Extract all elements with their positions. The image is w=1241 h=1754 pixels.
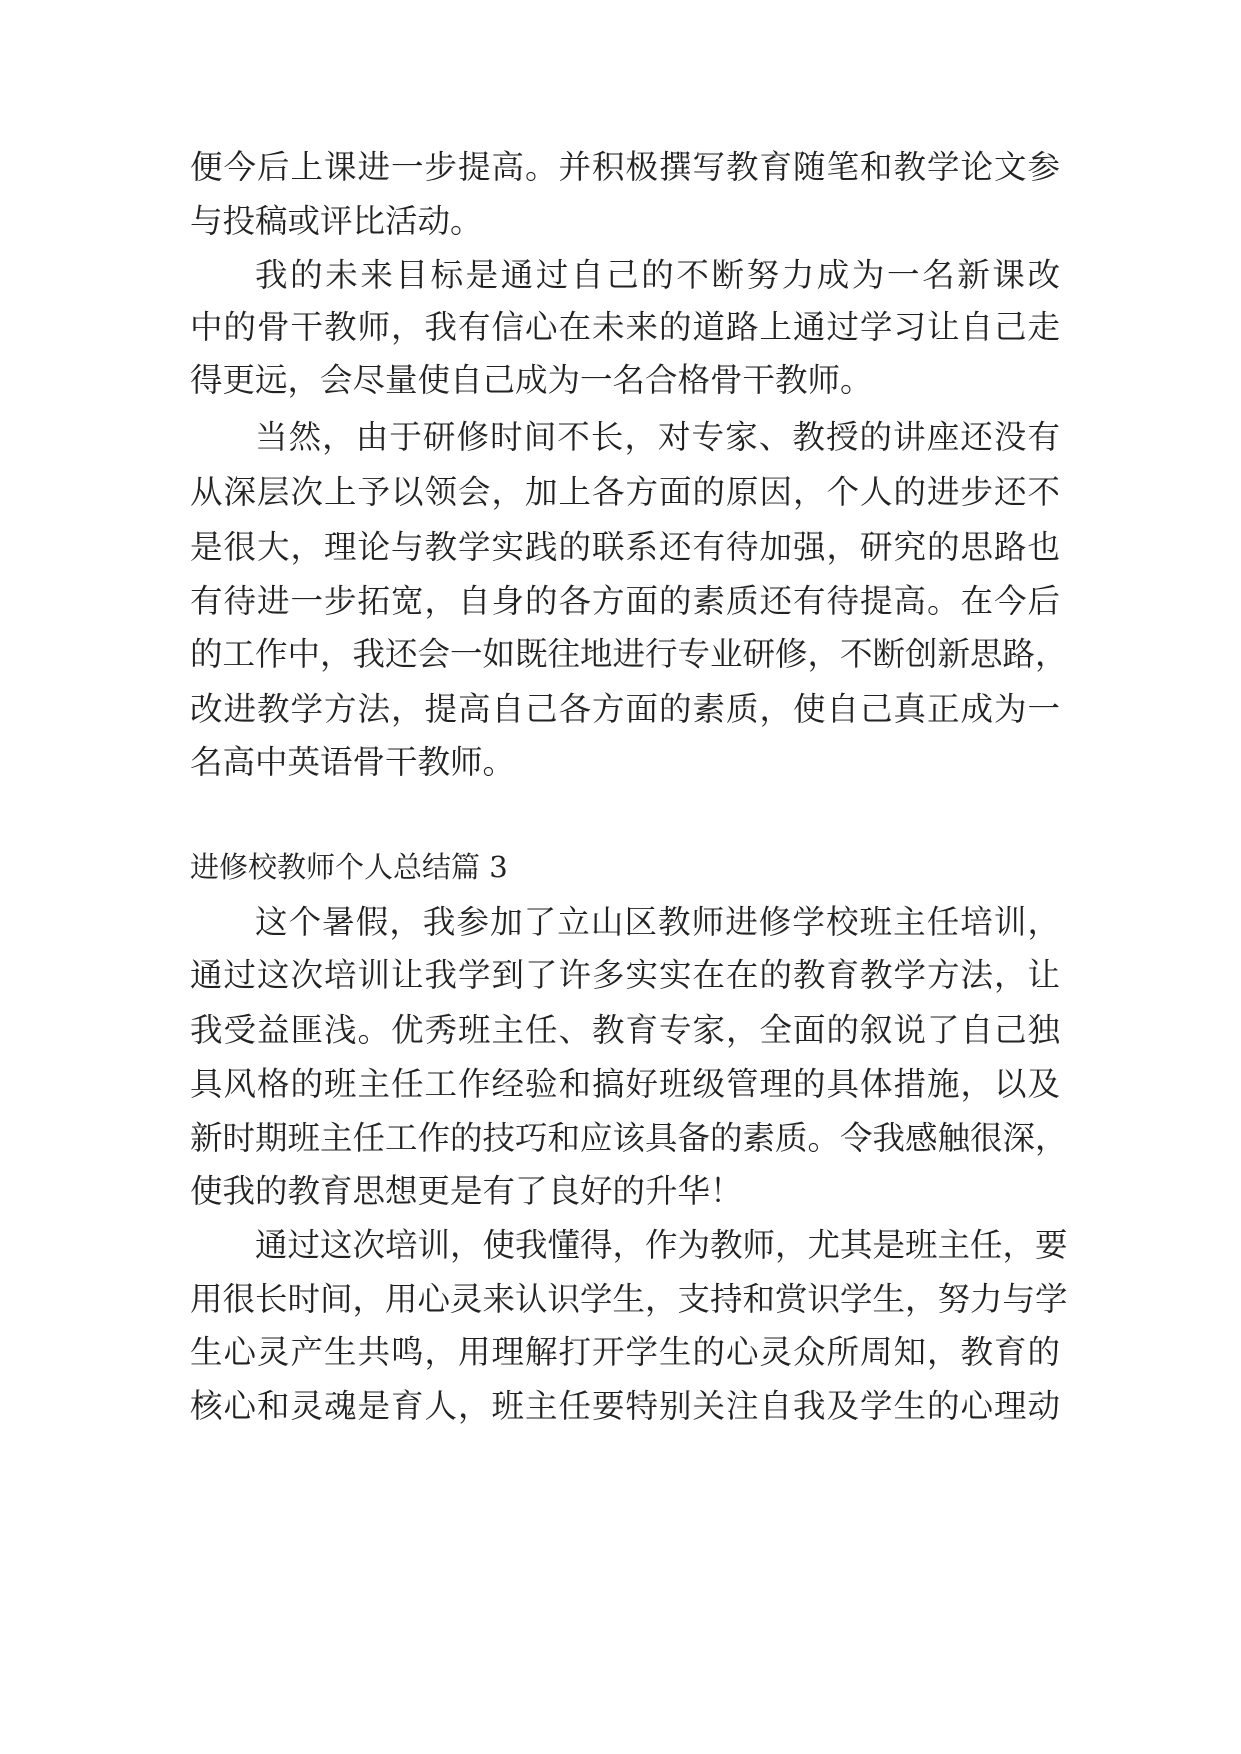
text-line: 使我的教育思想更是有了良好的升华！ — [190, 1172, 743, 1210]
text-line: 与投稿或评比活动。 — [190, 202, 483, 240]
text-line: 用很长时间，用心灵来认识学生，支持和赏识学生，努力与学 — [190, 1280, 1068, 1318]
text-line: 新时期班主任工作的技巧和应该具备的素质。令我感触很深， — [190, 1119, 1068, 1157]
text-line: 通过这次培训让我学到了许多实实在在的教育教学方法，让 — [190, 956, 1060, 994]
text-line: 从深层次上予以领会，加上各方面的原因，个人的进步还不 — [190, 473, 1060, 511]
text-line: 改进教学方法，提高自己各方面的素质，使自己真正成为一 — [190, 690, 1060, 728]
text-line: 当然，由于研修时间不长，对专家、教授的讲座还没有 — [255, 418, 1060, 456]
text-line: 的工作中，我还会一如既往地进行专业研修，不断创新思路， — [190, 635, 1068, 673]
text-line: 通过这次培训，使我懂得，作为教师，尤其是班主任，要 — [255, 1226, 1068, 1264]
text-line: 我受益匪浅。优秀班主任、教育专家，全面的叙说了自己独 — [190, 1011, 1060, 1049]
text-line: 我的未来目标是通过自己的不断努力成为一名新课改 — [255, 256, 1060, 294]
text-line: 核心和灵魂是育人，班主任要特别关注自我及学生的心理动 — [190, 1387, 1060, 1425]
text-line: 这个暑假，我参加了立山区教师进修学校班主任培训， — [255, 903, 1060, 941]
text-line: 名高中英语骨干教师。 — [190, 743, 516, 781]
text-line: 有待进一步拓宽，自身的各方面的素质还有待提高。在今后 — [190, 582, 1060, 620]
text-line: 生心灵产生共鸣，用理解打开学生的心灵众所周知，教育的 — [190, 1333, 1060, 1371]
text-line: 得更远，会尽量使自己成为一名合格骨干教师。 — [190, 361, 873, 399]
text-line: 中的骨干教师，我有信心在未来的道路上通过学习让自己走 — [190, 308, 1060, 346]
text-line: 具风格的班主任工作经验和搞好班级管理的具体措施，以及 — [190, 1065, 1060, 1103]
section-heading: 进修校教师个人总结篇 3 — [190, 850, 508, 884]
text-line: 是很大，理论与教学实践的联系还有待加强，研究的思路也 — [190, 528, 1060, 566]
text-line: 便今后上课进一步提高。并积极撰写教育随笔和教学论文参 — [190, 148, 1060, 186]
